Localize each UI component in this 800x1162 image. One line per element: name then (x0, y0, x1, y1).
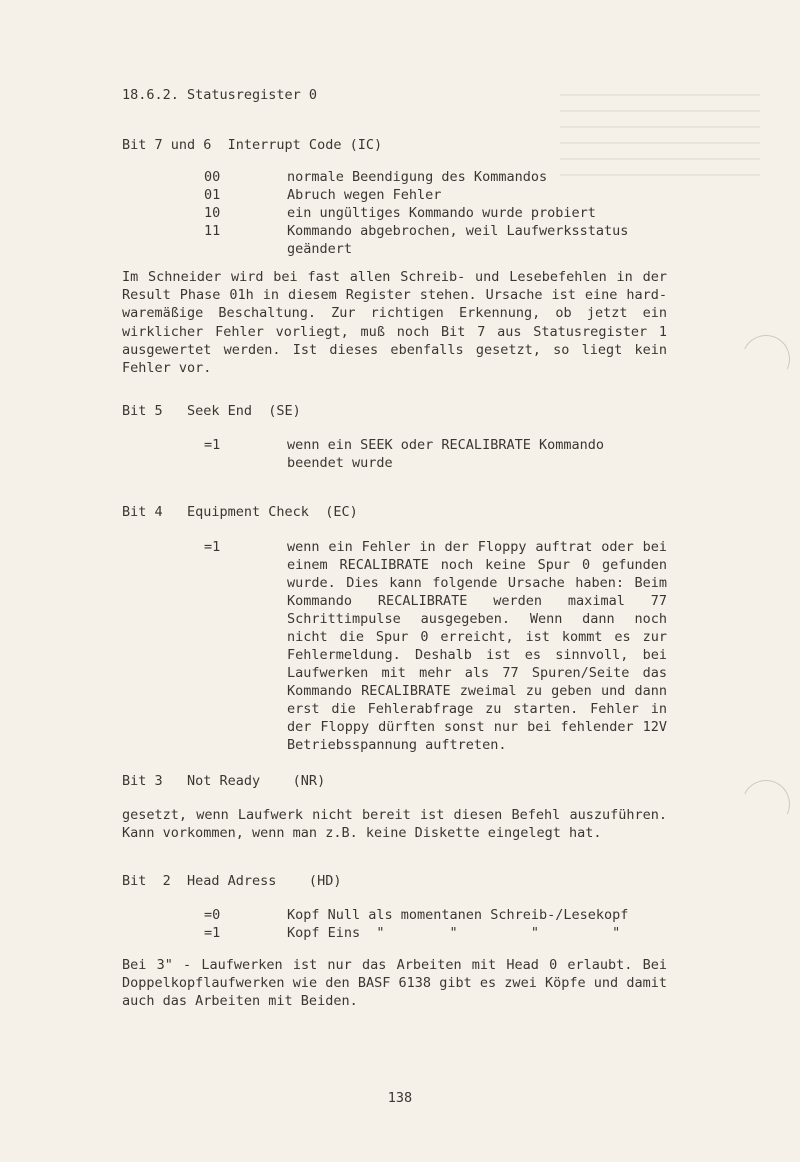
ic-code-11: 11 (204, 223, 221, 239)
bit76-heading: Bit 7 und 6 Interrupt Code (IC) (122, 137, 383, 153)
ic-text-11: Kommando abgebrochen, weil Laufwerksstatus geändert (287, 223, 629, 257)
page-number: 138 (387, 1090, 413, 1106)
bit5-heading: Bit 5 Seek End (SE) (122, 403, 301, 419)
bit2-heading: Bit 2 Head Adress (HD) (122, 873, 342, 889)
punch-hole-mark-top (735, 328, 797, 390)
bit76-paragraph: Im Schneider wird bei fast allen Schreib- und Lesebefehlen in der Result Phase 01h in diesem Register stehen. Ursache ist eine hard- waremäßige Beschaltung. Zur richtigen Erkennung, ob jetzt ein wirklicher Fehler vorliegt, muß noch Bit 7 aus Statusregister 1 ausgewertet werden. Ist dieses ebenfalls gesetzt, so liegt kein Fehler vor. (122, 269, 667, 377)
ic-code-00: 00 (204, 169, 221, 185)
section-title: 18.6.2. Statusregister 0 (122, 87, 318, 103)
bit4-code: =1 (204, 539, 221, 555)
bit4-heading: Bit 4 Equipment Check (EC) (122, 504, 358, 520)
bit5-code: =1 (204, 437, 221, 453)
bit5-text: wenn ein SEEK oder RECALIBRATE Kommando beendet wurde (287, 437, 604, 471)
ic-text-10: ein ungültiges Kommando wurde probiert (287, 205, 596, 221)
hd-text-1: Kopf Eins " " " " (287, 925, 621, 941)
bit4-text: wenn ein Fehler in der Floppy auftrat oder bei einem RECALIBRATE noch keine Spur 0 gefunden wurde. Dies kann folgende Ursache haben: Beim Kommando RECALIBRATE werden maximal 77 Schrittimpulse ausgegeben. Wenn dann noch nicht die Spur 0 erreicht, ist kommt es zur Fehlermeldung. Deshalb ist es sinnvoll, bei Laufwerken mit mehr als 77 Spuren/Seite das Kommando RECALIBRATE zweimal zu geben und dann erst die Fehlerabfrage zu starten. Fehler in der Floppy dürften sonst nur bei fehlender 12V Betriebsspannung auftreten. (287, 539, 667, 753)
ic-code-10: 10 (204, 205, 221, 221)
bit3-heading: Bit 3 Not Ready (NR) (122, 773, 326, 789)
hd-code-1: =1 (204, 925, 221, 941)
ic-text-00: normale Beendigung des Kommandos (287, 169, 548, 185)
punch-hole-mark-bottom (735, 773, 797, 835)
bit2-paragraph: Bei 3" - Laufwerken ist nur das Arbeiten mit Head 0 erlaubt. Bei Doppelkopflaufwerken wie den BASF 6138 gibt es zwei Köpfe und damit auch das Arbeiten mit Beiden. (122, 957, 667, 1010)
bit3-paragraph: gesetzt, wenn Laufwerk nicht bereit ist diesen Befehl auszuführen. Kann vorkommen, wenn man z.B. keine Diskette eingelegt hat. (122, 807, 667, 842)
ic-code-01: 01 (204, 187, 221, 203)
hd-code-0: =0 (204, 907, 221, 923)
ic-text-01: Abruch wegen Fehler (287, 187, 442, 203)
hd-text-0: Kopf Null als momentanen Schreib-/Lesekopf (287, 907, 629, 923)
